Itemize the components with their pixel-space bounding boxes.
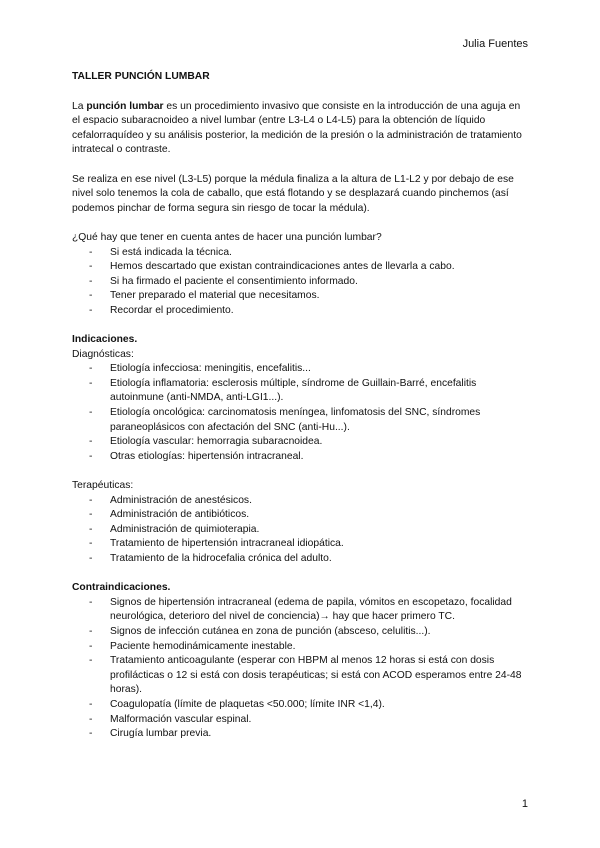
list-item: - Signos de infección cutánea en zona de punción (absceso, celulitis...). [72,625,528,640]
list-item: - Hemos descartado que existan contraindicaciones antes de llevarla a cabo. [72,260,528,275]
list-item: - Administración de quimioterapia. [72,523,528,538]
list-item: - Etiología oncológica: carcinomatosis meníngea, linfomatosis del SNC, síndromes paraneoplásicos con afectación del SNC (anti-Hu...). [72,406,528,435]
terapeuticas-label: Terapéuticas: [72,480,134,492]
contraindicaciones-title: Contraindicaciones. [72,582,171,594]
list-item: - Etiología inflamatoria: esclerosis múltiple, síndrome de Guillain-Barré, encefalitis autoinmune (anti-NMDA, anti-LGI1...). [72,377,528,406]
page-number: 1 [521,798,528,810]
list-item: - Tener preparado el material que necesitamos. [72,289,528,304]
list-item: - Tratamiento anticoagulante (esperar con HBPM al menos 12 horas si está con dosis profilácticas o 12 si está con dosis terapéuticas; si está con ACOD esperamos entre 24-48 horas). [72,654,528,698]
indicaciones-title: Indicaciones. [72,334,138,346]
list-item: - Tratamiento de hipertensión intracraneal idiopática. [72,537,528,552]
list-item: - Si ha firmado el paciente el consentimiento informado. [72,275,528,290]
contraindicaciones-list [72,596,528,742]
terapeuticas-list [72,494,528,567]
intro-prefix: La [72,100,87,112]
header-author: Julia Fuentes [462,38,528,50]
list-item: - Tratamiento de la hidrocefalia crónica del adulto. [72,552,528,567]
diagnosticas-list [72,362,528,464]
document-body [72,70,528,742]
list-item: - Signos de hipertensión intracraneal (edema de papila, vómitos en escopetazo, focalidad neurológica, deterioro del nivel de conciencia)→ hay que hacer primero TC. [72,596,528,625]
level-paragraph: Se realiza en ese nivel (L3-L5) porque la médula finaliza a la altura de L1-L2 y por debajo de ese nivel solo tenemos la cola de caballo, que está flotando y se desplazará cuando pinchemos (así podemos pinchar de forma segura sin riesgo de tocar la médula). [72,173,514,214]
list-item: - Cirugía lumbar previa. [72,727,528,742]
spacer [72,464,528,479]
question-text: ¿Qué hay que tener en cuenta antes de hacer una punción lumbar? [72,231,382,243]
intro-bold-term: punción lumbar [86,100,164,112]
list-item: - Malformación vascular espinal. [72,713,528,728]
intro-paragraph [72,100,528,158]
list-item: - Otras etiologías: hipertensión intracraneal. [72,450,528,465]
spacer [72,319,528,334]
diagnosticas-label: Diagnósticas: [72,348,134,360]
document-title: TALLER PUNCIÓN LUMBAR [72,71,210,82]
list-item: - Administración de anestésicos. [72,494,528,509]
list-item: - Administración de antibióticos. [72,508,528,523]
spacer [72,567,528,582]
list-item: - Coagulopatía (límite de plaquetas <50.000; límite INR <1,4). [72,698,528,713]
intro-rest: es un procedimiento invasivo que consiste en la introducción de una aguja en el espacio subaracnoideo a nivel lumbar (entre L3-L4 o L4-L5) para la obtención de líquido cefalorraquídeo y su análisis posterior, la medición de la presión o la administración de tratamiento intratecal o contraste. [72,100,522,156]
question-list [72,246,528,319]
list-item: - Etiología infecciosa: meningitis, encefalitis... [72,362,528,377]
list-item: - Recordar el procedimiento. [72,304,528,319]
list-item: - Si está indicada la técnica. [72,246,528,261]
list-item: - Etiología vascular: hemorragia subaracnoidea. [72,435,528,450]
list-item: - Paciente hemodinámicamente inestable. [72,640,528,655]
